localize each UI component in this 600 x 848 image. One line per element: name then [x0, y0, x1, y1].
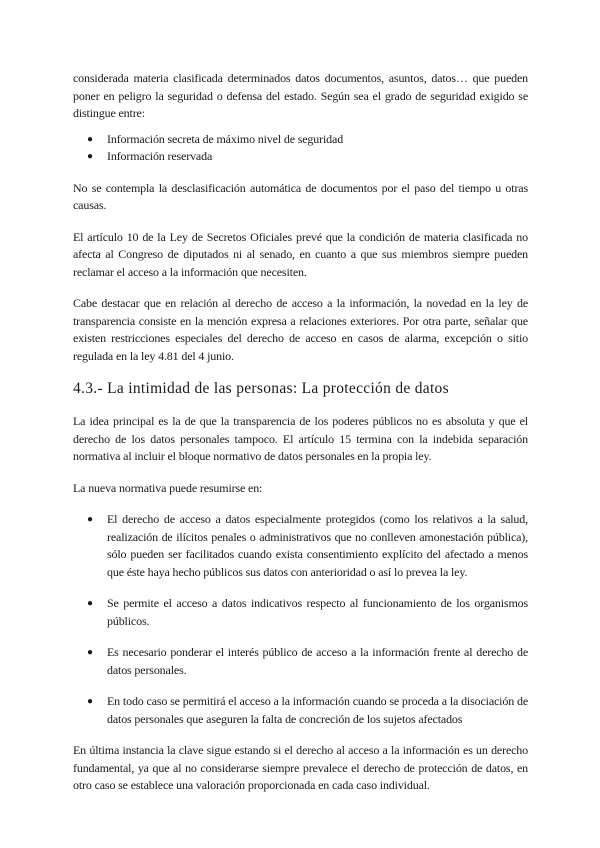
paragraph-desclasificacion: No se contempla la desclasificación automática de documentos por el paso del tiempo u otras causas. [73, 180, 528, 212]
list-item-text: Se permite el acceso a datos indicativos respecto al funcionamiento de los organismos públicos. [107, 596, 528, 628]
list-item-text: Información secreta de máximo nivel de seguridad [107, 131, 344, 146]
bullet-icon: ● [87, 151, 93, 162]
list-item [73, 131, 528, 149]
list-item [73, 511, 528, 581]
section-heading: 4.3.- La intimidad de las personas: La protección de datos [73, 380, 449, 397]
list-item [73, 693, 528, 728]
list-item-text: Información reservada [107, 149, 213, 163]
list-item-text: En todo caso se permitirá el acceso a la información cuando se proceda a la disociación de datos personales que aseguren la falta de concreción de los sujetos afectados [107, 694, 528, 726]
bullet-icon: ● [87, 598, 93, 609]
list-item [73, 595, 528, 630]
list-item [73, 148, 528, 166]
bullet-icon: ● [87, 647, 93, 658]
bullet-icon: ● [87, 133, 93, 145]
bullet-icon: ● [87, 514, 93, 525]
paragraph-transparencia: Cabe destacar que en relación al derecho de acceso a la información, la novedad en la ley de transparencia consiste en la mención expresa a relaciones exteriores. Por otra parte, señalar que existen restricciones especiales del derecho de acceso en casos de alarma, excepción o sitio regulada en la ley 4.81 del 4 junio. [73, 296, 528, 363]
paragraph-ultima-instancia: En última instancia la clave sigue estando si el derecho al acceso a la información es un derecho fundamental, ya que al no considerarse siempre prevalece el derecho de protección de datos, en otro caso se establece una valoración proporcionada en cada caso individual. [73, 743, 528, 792]
list-item [73, 644, 528, 679]
paragraph-clasificada: considerada materia clasificada determinados datos documentos, asuntos, datos… que pueden poner en peligro la seguridad o defensa del estado. Según sea el grado de seguridad exigido se distingue entre: [73, 71, 528, 120]
classification-levels-list [73, 131, 528, 166]
normativa-summary-list [73, 511, 528, 728]
list-item-text: Es necesario ponderar el interés público de acceso a la información frente al derecho de datos personales. [107, 645, 528, 677]
paragraph-idea-principal: La idea principal es la de que la transparencia de los poderes públicos no es absoluta y que el derecho de los datos personales tampoco. El artículo 15 termina con la indebida separación normativa al incluir el bloque normativo de datos personales en la propia ley. [73, 414, 528, 463]
paragraph-nueva-normativa: La nueva normativa puede resumirse en: [73, 480, 263, 495]
list-item-text: El derecho de acceso a datos especialmente protegidos (como los relativos a la salud, realización de ilícitos penales o administrativos que no conlleven amonestación pública), sólo pueden ser facilitados cuando exista consentimiento explícito del afectado a menos que éste haya hecho públicos sus datos con anterioridad o así lo prevea la ley. [107, 512, 528, 579]
paragraph-articulo-10: El artículo 10 de la Ley de Secretos Oficiales prevé que la condición de materia clasificada no afecta al Congreso de diputados ni al senado, en cuanto a que sus miembros siempre pueden reclamar el acceso a la información que necesiten. [73, 229, 528, 279]
document-page [73, 70, 528, 795]
bullet-icon: ● [87, 696, 93, 707]
